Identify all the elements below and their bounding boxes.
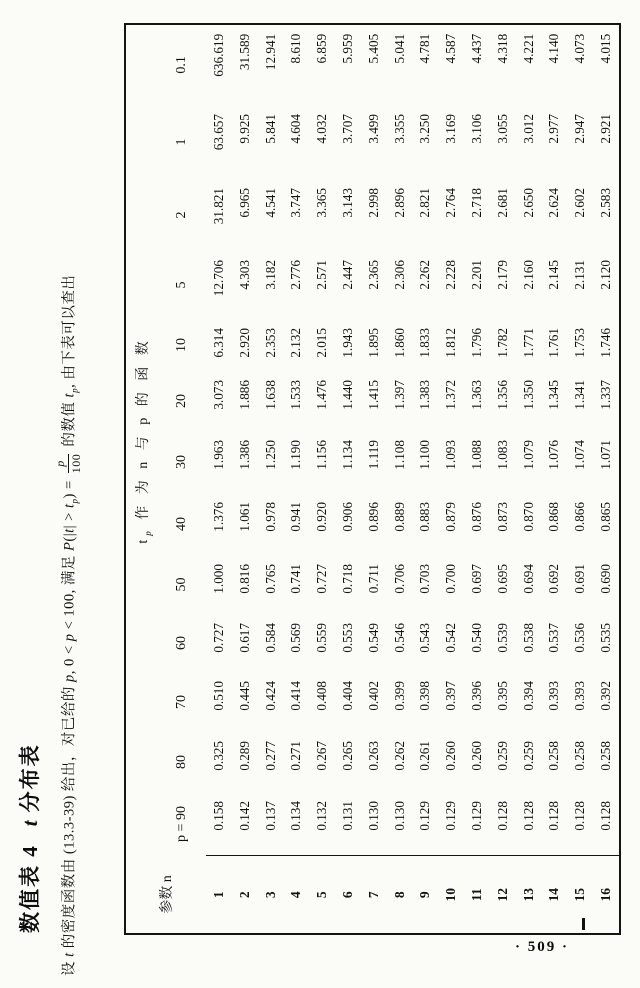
t-value-cell: 1.000 [211,564,226,594]
intro-var-p: p [61,633,78,642]
corner-cell-param-n [125,856,206,934]
t-value-cell: 1.345 [546,380,562,410]
t-value-cell: 0.727 [314,564,330,594]
param-n-value: 9 [412,856,438,934]
scan-registration-mark [582,918,585,930]
t-value-cell: 0.569 [288,623,304,653]
t-value-cell: 1.356 [494,380,510,410]
t-value-cell: 1.812 [443,328,459,358]
table-row [567,24,593,934]
t-value-cell: 2.353 [262,328,278,358]
t-value-cell: 0.718 [339,564,355,594]
t-value-cell: 1.250 [262,440,278,470]
t-value-cell: 2.228 [443,260,459,290]
param-n-value: 8 [387,856,413,934]
t-value-cell: 1.190 [288,440,304,470]
t-value-cell: 0.906 [339,502,355,532]
t-value-cell: 31.821 [211,188,226,225]
t-value-cell: 31.589 [236,33,252,71]
t-value-cell: 2.132 [288,328,304,358]
t-value-cell: 0.896 [365,502,381,532]
table-row [283,24,309,934]
table-body [206,24,620,934]
t-value-cell: 0.128 [520,801,536,831]
t-value-cell: 0.727 [211,623,226,653]
t-value-cell: 0.584 [262,623,278,653]
t-value-cell: 4.541 [262,188,278,218]
t-value-cell: 0.540 [468,623,484,653]
t-value-cell: 2.160 [520,260,536,290]
t-value-cell: 1.476 [314,380,330,410]
param-n-value: 6 [335,856,361,934]
intro-segment: ) = [61,476,78,499]
param-n-value: 11 [464,856,490,934]
param-n-value: 12 [490,856,516,934]
p-label: 20 [174,394,189,408]
t-value-cell: 0.883 [417,502,433,532]
t-value-cell: 4.587 [443,33,459,64]
t-value-cell: 0.137 [262,801,278,831]
t-value-cell: 0.289 [236,741,252,771]
t-value-cell: 1.638 [262,380,278,410]
param-n-value: 7 [361,856,387,934]
t-value-cell: 0.142 [236,801,252,831]
t-value-cell: 2.776 [288,260,304,290]
t-value-cell: 1.119 [365,440,381,470]
t-value-cell: 1.093 [443,440,459,470]
t-value-cell: 8.610 [288,33,304,64]
t-value-cell: 1.376 [211,502,226,532]
subscript-p: p [69,498,80,504]
t-value-cell: 0.920 [314,502,330,532]
t-value-cell: 3.250 [417,114,433,144]
t-value-cell: 0.392 [597,681,613,711]
t-value-cell: 0.393 [546,681,562,711]
t-value-cell: 0.706 [391,564,407,594]
intro-text [53,8,84,976]
t-value-cell: 0.889 [391,502,407,532]
t-value-cell: 0.700 [443,564,459,594]
t-value-cell: 3.169 [443,114,459,144]
t-value-cell: 0.695 [494,564,510,594]
table-row [335,24,361,934]
t-value-cell: 1.337 [597,380,613,410]
t-value-cell: 0.132 [314,801,330,831]
table-row [387,24,413,934]
param-n-value: 13 [516,856,542,934]
intro-var-p: p [61,674,78,682]
param-n-value: 16 [593,856,620,934]
spanning-header [125,24,158,856]
t-value-cell: 636.619 [211,33,226,77]
t-value-cell: 1.796 [468,328,484,358]
t-value-cell: 6.314 [211,328,226,358]
t-value-cell: 0.711 [365,564,381,594]
t-value-cell: 0.549 [365,623,381,653]
span-text: 与 [135,424,151,458]
p-label: 80 [174,755,189,769]
intro-segment: (| [61,532,78,542]
t-value-cell: 1.415 [365,380,381,410]
table-row [309,24,335,934]
title-distribution-label: 分布表 [18,743,42,813]
t-value-cell: 0.394 [520,681,536,711]
param-n-symbol: n [160,875,175,883]
t-value-cell: 4.221 [520,33,536,64]
t-value-cell: 1.079 [520,440,536,470]
t-value-cell: 0.158 [211,801,226,831]
t-value-cell: 4.604 [288,114,304,144]
t-value-cell: 0.703 [417,564,433,594]
intro-var-t: t [61,528,78,533]
t-value-cell: 1.156 [314,440,330,470]
t-value-cell: 0.617 [236,623,252,653]
t-value-cell: 2.896 [391,188,407,218]
t-value-cell: 0.398 [417,681,433,711]
page-title [14,743,44,933]
t-value-cell: 0.553 [339,623,355,653]
t-value-cell: 5.841 [262,114,278,144]
t-value-cell: 0.397 [443,681,459,711]
t-value-cell: 0.130 [391,801,407,831]
t-value-cell: 0.129 [417,801,433,831]
t-value-cell: 2.764 [443,188,459,218]
t-value-cell: 1.440 [339,380,355,410]
t-value-cell: 0.393 [572,681,588,711]
t-value-cell: 3.143 [339,188,355,218]
t-value-cell: 3.073 [211,380,226,410]
table-row [361,24,387,934]
t-value-cell: 0.866 [572,502,588,532]
t-value-cell: 3.747 [288,188,304,218]
t-value-cell: 2.120 [597,260,613,290]
table-row [464,24,490,934]
intro-var-t: t [61,952,78,957]
span-n: n [135,457,151,469]
t-value-cell: 0.260 [443,741,459,771]
t-value-cell: 1.108 [391,440,407,470]
t-value-cell: 0.258 [572,741,588,771]
t-value-cell: 0.325 [211,741,226,771]
t-value-cell: 4.303 [236,260,252,290]
t-value-cell: 2.179 [494,260,510,290]
t-value-cell: 2.131 [572,260,588,290]
t-value-cell: 0.697 [468,564,484,594]
t-value-cell: 0.535 [597,623,613,653]
p-label: 10 [174,338,189,352]
t-value-cell: 0.128 [494,801,510,831]
t-value-cell: 3.182 [262,260,278,290]
t-distribution-table [124,23,621,935]
intro-segment: 的数值 [61,397,78,451]
intro-segment: 设 [61,956,78,976]
p-label: 2 [174,211,189,219]
t-value-cell: 0.873 [494,502,510,532]
t-value-cell: 0.542 [443,623,459,653]
t-value-cell: 1.963 [211,440,226,470]
t-value-cell: 1.076 [546,440,562,470]
t-value-cell: 0.691 [572,564,588,594]
t-value-cell: 2.821 [417,188,433,218]
p-equals-90: = 90 [174,806,189,835]
t-value-cell: 2.583 [597,188,613,218]
p-label-row [158,24,206,934]
t-value-cell: 0.267 [314,741,330,771]
t-value-cell: 1.895 [365,328,381,358]
t-value-cell: 12.706 [211,260,226,297]
table-row [593,24,620,934]
t-value-cell: 0.537 [546,623,562,653]
t-value-cell: 5.041 [391,33,407,64]
t-value-cell: 1.383 [417,380,433,410]
t-value-cell: 0.690 [597,564,613,594]
t-value-cell: 2.998 [365,188,381,218]
p-symbol: p [174,834,189,842]
span-text: 作 为 [135,468,151,528]
t-value-cell: 0.130 [365,801,381,831]
t-value-cell: 5.405 [365,33,381,64]
t-value-cell: 1.753 [572,328,588,358]
t-value-cell: 1.350 [520,380,536,410]
title-table-number: 数值表 4 [18,844,42,933]
t-value-cell: 0.129 [468,801,484,831]
t-value-cell: 2.201 [468,260,484,290]
table-row [490,24,516,934]
intro-segment: , 0 < [61,641,78,675]
t-value-cell: 0.765 [262,564,278,594]
t-value-cell: 3.365 [314,188,330,218]
t-value-cell: 0.260 [468,741,484,771]
t-value-cell: 1.341 [572,380,588,410]
t-value-cell: 1.071 [597,440,613,470]
t-value-cell: 1.782 [494,328,510,358]
intro-segment: < 100, 满足 [61,550,78,634]
t-value-cell: 1.943 [339,328,355,358]
intro-segment: | > [61,508,78,529]
t-value-cell: 0.741 [288,564,304,594]
t-value-cell: 2.681 [494,188,510,218]
t-value-cell: 1.088 [468,440,484,470]
t-value-cell: 1.372 [443,380,459,410]
t-value-cell: 0.131 [339,801,355,831]
t-value-cell: 0.395 [494,681,510,711]
t-value-cell: 0.263 [365,741,381,771]
intro-segment: , 由下表可以查出 [61,274,78,388]
param-n-value: 15 [567,856,593,934]
t-value-cell: 0.865 [597,502,613,532]
t-value-cell: 0.816 [236,564,252,594]
t-value-cell: 0.261 [417,741,433,771]
t-value-cell: 2.718 [468,188,484,218]
param-n-value: 4 [283,856,309,934]
t-value-cell: 1.746 [597,328,613,358]
table-row [232,24,258,934]
t-value-cell: 2.262 [417,260,433,290]
t-value-cell: 4.015 [597,33,613,64]
t-value-cell: 1.771 [520,328,536,358]
t-value-cell: 0.277 [262,741,278,771]
t-value-cell: 1.134 [339,440,355,470]
param-n-value: 2 [232,856,258,934]
t-value-cell: 4.437 [468,33,484,64]
t-value-cell: 0.128 [572,801,588,831]
t-value-cell: 2.920 [236,328,252,358]
t-value-cell: 4.318 [494,33,510,64]
t-value-cell: 1.074 [572,440,588,470]
param-n-value: 10 [438,856,464,934]
t-value-cell: 0.539 [494,623,510,653]
intro-segment: 的密度函数由 (13.3-39) 给出，对已给的 [61,681,78,953]
t-value-cell: 0.978 [262,502,278,532]
t-value-cell: 0.129 [443,801,459,831]
t-value-cell: 12.941 [262,33,278,71]
t-value-cell: 0.258 [597,741,613,771]
t-value-cell: 0.259 [520,741,536,771]
t-value-cell: 0.128 [597,801,613,831]
t-value-cell: 1.100 [417,440,433,470]
t-value-cell: 0.879 [443,502,459,532]
t-value-cell: 0.538 [520,623,536,653]
param-label: 参数 [160,882,175,914]
p-label: 0.1 [174,56,189,74]
param-n-value: 3 [258,856,284,934]
t-value-cell: 1.833 [417,328,433,358]
t-value-cell: 0.559 [314,623,330,653]
t-value-cell: 0.694 [520,564,536,594]
formula-P: P [61,541,78,551]
t-value-cell: 5.959 [339,33,355,64]
t-value-cell: 0.510 [211,681,226,711]
t-value-cell: 1.083 [494,440,510,470]
t-value-cell: 1.386 [236,440,252,470]
t-value-cell: 6.965 [236,188,252,218]
t-value-cell: 1.363 [468,380,484,410]
t-value-cell: 0.424 [262,681,278,711]
page-number: · 509 · [514,939,569,955]
t-value-cell: 0.271 [288,741,304,771]
t-value-cell: 63.657 [211,114,226,151]
t-value-cell: 2.624 [546,188,562,218]
t-value-cell: 0.692 [546,564,562,594]
t-value-cell: 2.306 [391,260,407,290]
t-value-cell: 0.876 [468,502,484,532]
t-value-cell: 0.543 [417,623,433,653]
param-n-value: 5 [309,856,335,934]
table-row [412,24,438,934]
t-value-cell: 2.977 [546,114,562,144]
fraction-denominator: 100 [68,453,83,474]
p-label: 60 [174,636,189,650]
t-value-cell: 0.445 [236,681,252,711]
t-value-cell: 4.073 [572,33,588,64]
t-value-cell: 1.397 [391,380,407,410]
t-value-cell: 0.546 [391,623,407,653]
t-value-cell: 4.032 [314,114,330,144]
t-value-cell: 2.365 [365,260,381,290]
t-value-cell: 1.061 [236,502,252,532]
fraction-p-over-100 [54,454,82,474]
t-value-cell: 0.399 [391,681,407,711]
t-value-cell: 0.134 [288,801,304,831]
t-value-cell: 0.258 [546,741,562,771]
t-value-cell: 2.650 [520,188,536,218]
t-value-cell: 0.404 [339,681,355,711]
p-label-90 [158,792,206,856]
p-label: 1 [174,138,189,146]
p-label: 5 [174,281,189,289]
table-row [258,24,284,934]
t-value-cell: 3.355 [391,114,407,144]
p-label: 40 [174,517,189,531]
t-value-cell: 1.761 [546,328,562,358]
table-row [438,24,464,934]
table-header [125,24,206,934]
t-value-cell: 0.128 [546,801,562,831]
span-p: p [135,413,151,425]
t-value-cell: 1.860 [391,328,407,358]
t-value-cell: 0.870 [520,502,536,532]
p-label: 30 [174,455,189,469]
t-value-cell: 3.106 [468,114,484,144]
span-t: t [135,535,151,544]
table-row [516,24,542,934]
table-row [206,24,232,934]
param-n-value: 1 [206,856,232,934]
t-value-cell: 2.015 [314,328,330,358]
t-value-cell: 1.533 [288,380,304,410]
span-text: 的 函 数 [135,337,151,414]
t-value-cell: 1.886 [236,380,252,410]
t-value-cell: 0.408 [314,681,330,711]
t-value-cell: 3.012 [520,114,536,144]
t-value-cell: 0.265 [339,741,355,771]
intro-var-t: t [61,392,78,398]
t-value-cell: 0.262 [391,741,407,771]
t-value-cell: 3.499 [365,114,381,144]
intro-var-t: t [61,503,78,508]
fraction-numerator: p [54,454,69,474]
t-value-cell: 4.140 [546,33,562,64]
span-sub-p: p [142,527,153,536]
p-label: 70 [174,695,189,709]
t-value-cell: 2.145 [546,260,562,290]
t-value-cell: 0.396 [468,681,484,711]
table-row [541,24,567,934]
t-value-cell: 3.707 [339,114,355,144]
t-value-cell: 2.921 [597,114,613,144]
subscript-p: p [69,387,80,393]
t-value-cell: 0.868 [546,502,562,532]
t-value-cell: 0.402 [365,681,381,711]
t-value-cell: 4.781 [417,33,433,64]
t-value-cell: 9.925 [236,114,252,144]
t-value-cell: 3.055 [494,114,510,144]
t-value-cell: 0.414 [288,681,304,711]
param-n-value: 14 [541,856,567,934]
t-value-cell: 2.571 [314,260,330,290]
p-label: 50 [174,577,189,592]
t-value-cell: 0.259 [494,741,510,771]
t-value-cell: 2.947 [572,114,588,144]
title-t-symbol: t [18,818,42,827]
t-value-cell: 0.536 [572,623,588,653]
t-value-cell: 2.447 [339,260,355,290]
t-value-cell: 2.602 [572,188,588,218]
t-value-cell: 6.859 [314,33,330,64]
t-value-cell: 0.941 [288,502,304,532]
